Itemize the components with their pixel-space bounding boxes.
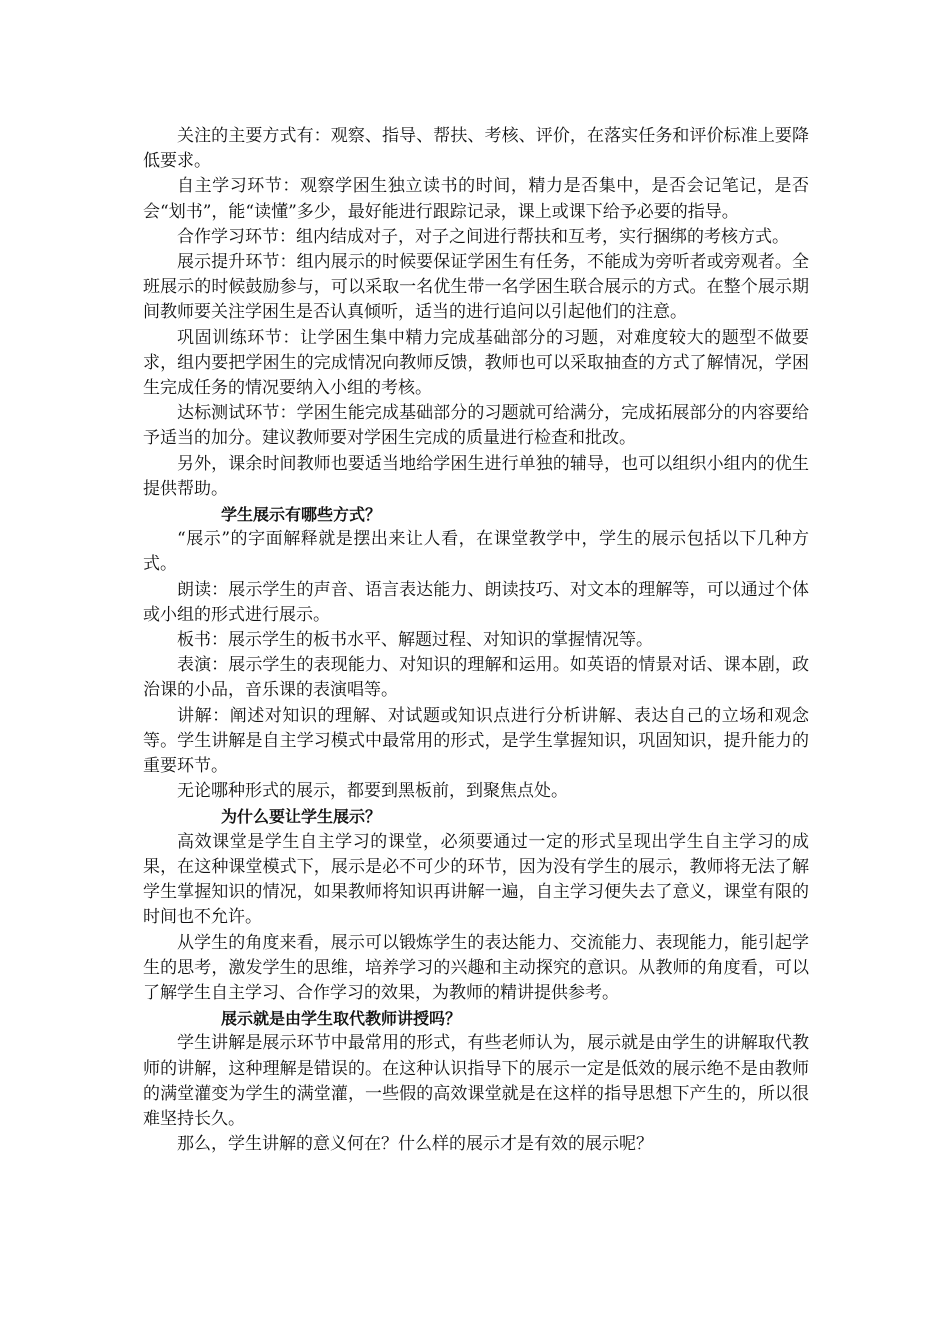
section-heading-presentation-methods: 学生展示有哪些方式？ [221, 505, 382, 525]
paragraph-explanation: 讲解：阐述对知识的理解、对试题或知识点进行分析讲解、表达自己的立场和观念等。学生讲解是自主学习模式中最常用的形式，是学生掌握知识，巩固知识，提升能力的重要环节。 [143, 705, 809, 777]
paragraph-closing-question: 那么，学生讲解的意义何在？什么样的展示才是有效的展示呢？ [177, 1134, 653, 1155]
document-page [143, 124, 809, 1157]
paragraph-reading-aloud: 朗读：展示学生的声音、语言表达能力、朗读技巧、对文本的理解等，可以通过个体或小组的形式进行展示。 [143, 579, 809, 625]
paragraph-efficient-classroom: 高效课堂是学生自主学习的课堂，必须要通过一定的形式呈现出学生自主学习的成果，在这种课堂模式下，展示是必不可少的环节，因为没有学生的展示，教师将无法了解学生掌握知识的情况，如果教师将知识再讲解一遍，自主学习便失去了意义，课堂有限的时间也不允许。 [143, 831, 809, 928]
paragraph-misconception: 学生讲解是展示环节中最常用的形式，有些老师认为，展示就是由学生的讲解取代教师的讲解，这种理解是错误的。在这种认识指导下的展示一定是低效的展示绝不是由教师的满堂灌变为学生的满堂灌，一些假的高效课堂就是在这样的指导思想下产生的，所以很难坚持长久。 [143, 1033, 809, 1129]
paragraph-student-perspective: 从学生的角度来看，展示可以锻炼学生的表达能力、交流能力、表现能力，能引起学生的思考，激发学生的思维，培养学习的兴趣和主动探究的意识。从教师的角度看，可以了解学生自主学习、合作学习的效果，为教师的精讲提供参考。 [143, 932, 809, 1003]
paragraph-consolidation: 巩固训练环节：让学困生集中精力完成基础部分的习题，对难度较大的题型不做要求，组内要把学困生的完成情况向教师反馈，教师也可以采取抽查的方式了解情况，学困生完成任务的情况要纳入小组的考核。 [143, 327, 809, 399]
paragraph-blackboard-focus: 无论哪种形式的展示，都要到黑板前，到聚焦点处。 [177, 781, 568, 802]
paragraph-testing: 达标测试环节：学困生能完成基础部分的习题就可给满分，完成拓展部分的内容要给予适当的加分。建议教师要对学困生完成的质量进行检查和批改。 [143, 403, 809, 449]
paragraph-focus-methods: 关注的主要方式有：观察、指导、帮扶、考核、评价，在落实任务和评价标准上要降低要求。 [143, 126, 809, 172]
paragraph-blackboard: 板书：展示学生的板书水平、解题过程、对知识的掌握情况等。 [177, 630, 653, 651]
paragraph-self-study: 自主学习环节：观察学困生独立读书的时间，精力是否集中，是否会记笔记，是否会“划书”，能“读懂”多少，最好能进行跟踪记录，课上或课下给予必要的指导。 [143, 176, 809, 222]
paragraph-presentation-stage: 展示提升环节：组内展示的时候要保证学困生有任务，不能成为旁听者或旁观者。全班展示的时候鼓励参与，可以采取一名优生带一名学困生联合展示的方式。在整个展示期间教师要关注学困生是否认真倾听，适当的进行追问以引起他们的注意。 [143, 252, 809, 323]
paragraph-performance: 表演：展示学生的表现能力、对知识的理解和运用。如英语的情景对话、课本剧，政治课的小品，音乐课的表演唱等。 [143, 655, 809, 701]
paragraph-presentation-definition: “展示”的字面解释就是摆出来让人看，在课堂教学中，学生的展示包括以下几种方式。 [143, 529, 809, 575]
section-heading-why-present: 为什么要让学生展示？ [221, 807, 382, 827]
section-heading-replace-teacher: 展示就是由学生取代教师讲授吗？ [221, 1009, 462, 1029]
paragraph-cooperative-study: 合作学习环节：组内结成对子，对子之间进行帮扶和互考，实行捆绑的考核方式。 [177, 226, 789, 247]
paragraph-extra-tutoring: 另外，课余时间教师也要适当地给学困生进行单独的辅导，也可以组织小组内的优生提供帮助。 [143, 453, 809, 499]
